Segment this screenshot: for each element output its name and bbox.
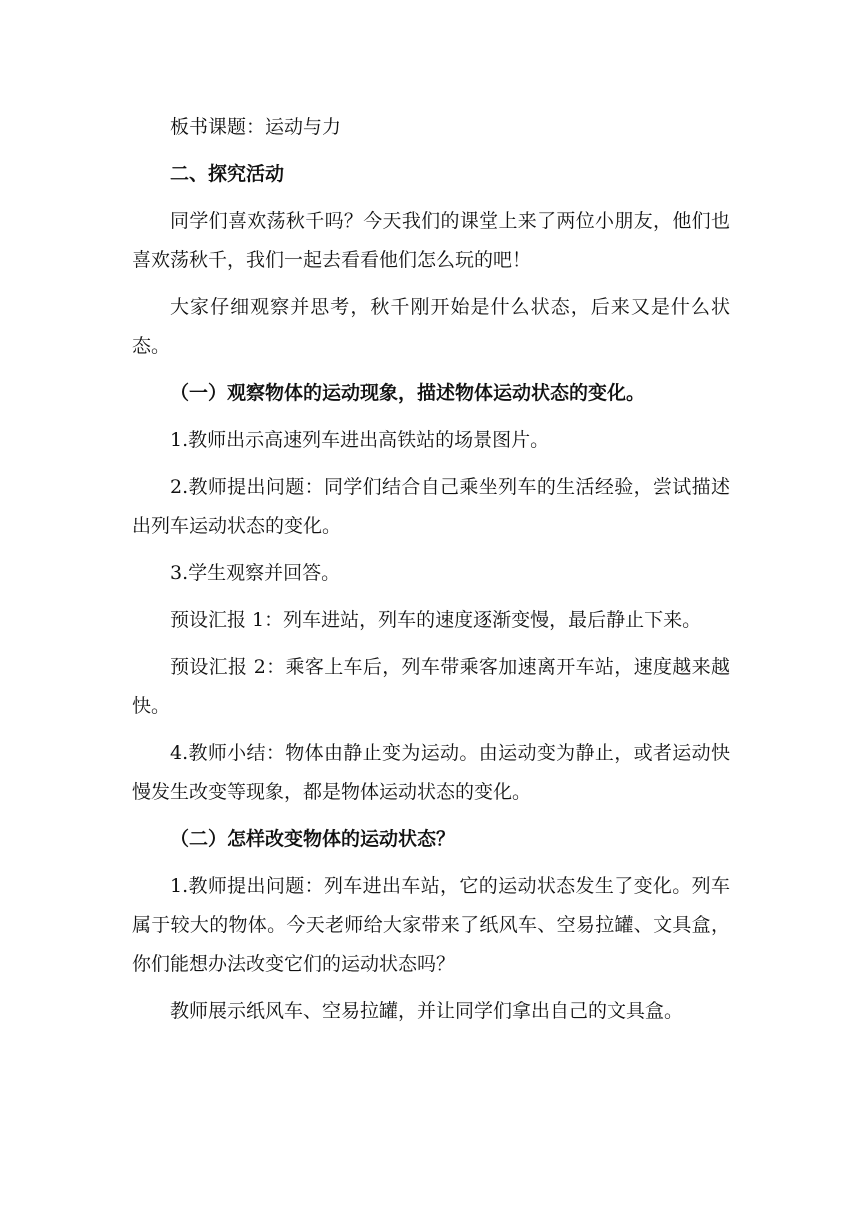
paragraph-swing-intro: 同学们喜欢荡秋千吗？今天我们的课堂上来了两位小朋友，他们也喜欢荡秋千，我们一起去看看他们怎么玩的吧！ — [132, 210, 730, 271]
preset-report-1: 预设汇报 1：列车进站，列车的速度逐渐变慢，最后静止下来。 — [170, 609, 702, 631]
step-4-teacher-summary: 4.教师小结：物体由静止变为运动。由运动变为静止，或者运动快慢发生改变等现象，都是物体运动状态的变化。 — [132, 742, 730, 803]
preset-report-2: 预设汇报 2：乘客上车后，列车带乘客加速离开车站，速度越来越快。 — [132, 656, 730, 717]
subheading-change-motion: （二）怎样改变物体的运动状态？ — [170, 828, 456, 850]
step-2-ask-question: 2.教师提出问题：同学们结合自己乘坐列车的生活经验，尝试描述出列车运动状态的变化。 — [132, 476, 730, 537]
step-1-teacher-question: 1.教师提出问题：列车进出车站，它的运动状态发生了变化。列车属于较大的物体。今天老师给大家带来了纸风车、空易拉罐、文具盒，你们能想办法改变它们的运动状态吗？ — [132, 875, 730, 975]
paragraph-swing-observe: 大家仔细观察并思考，秋千刚开始是什么状态，后来又是什么状态。 — [132, 296, 730, 357]
step-1-show-train: 1.教师出示高速列车进出高铁站的场景图片。 — [170, 429, 550, 451]
step-3-students-answer: 3.学生观察并回答。 — [170, 562, 341, 584]
paragraph-teacher-demo: 教师展示纸风车、空易拉罐，并让同学们拿出自己的文具盒。 — [170, 1000, 684, 1022]
subheading-observe-motion: （一）观察物体的运动现象，描述物体运动状态的变化。 — [170, 382, 646, 404]
document-body — [132, 108, 730, 1039]
section-heading-inquiry: 二、探究活动 — [170, 163, 285, 185]
board-topic-line: 板书课题：运动与力 — [170, 116, 342, 138]
